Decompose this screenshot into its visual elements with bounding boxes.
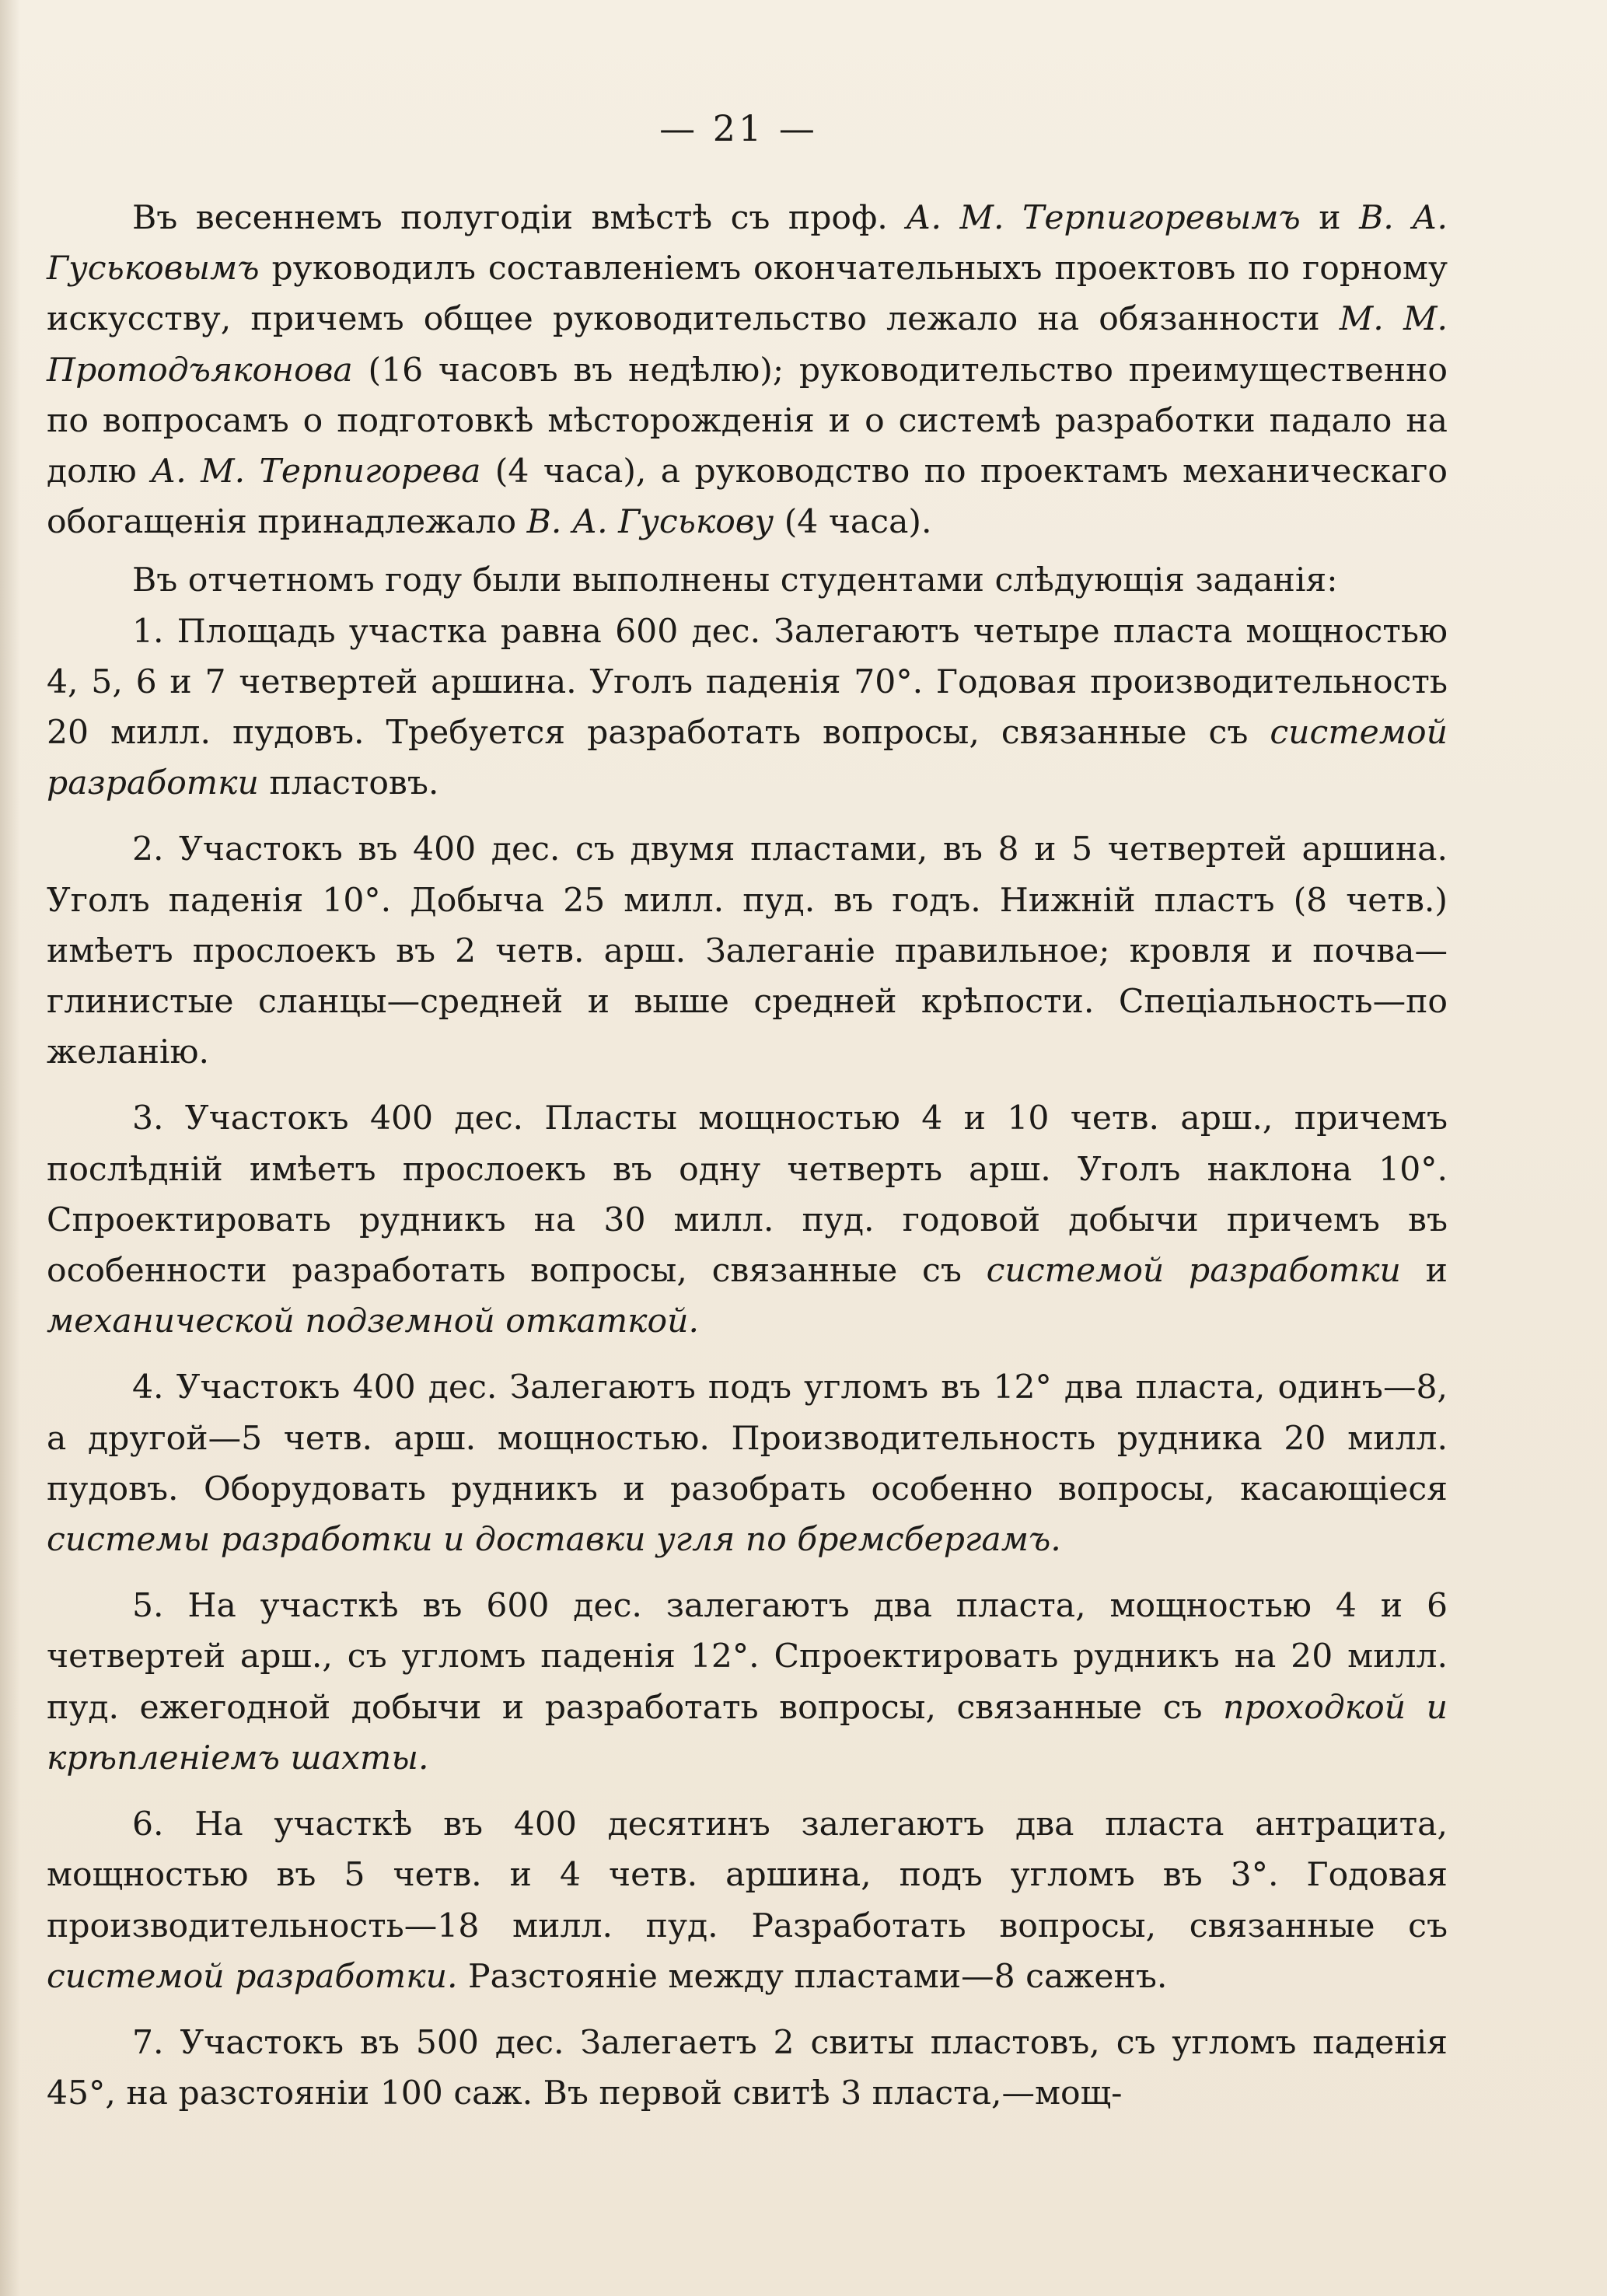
text-run: и — [1300, 199, 1360, 237]
paragraph-supervision — [47, 193, 1448, 547]
italic-text-run: механической подземной откаткой. — [47, 1302, 699, 1341]
text-run: 7. Участокъ въ 500 дес. Залегаетъ 2 свиты пластовъ, съ угломъ паденія 45°, на разстояніи 100 саж. Въ первой свитѣ 3 пласта,—мощ- — [47, 2023, 1448, 2113]
assignment-item-3 — [47, 1093, 1448, 1347]
paragraph-assignments-intro — [47, 555, 1448, 606]
text-run: пластовъ. — [258, 764, 439, 803]
italic-text-run: системой разработки. — [47, 1957, 458, 1996]
italic-text-run: системой разработки — [47, 714, 1448, 803]
text-run: (4 часа). — [774, 503, 932, 542]
assignment-item-1 — [47, 606, 1448, 809]
assignment-item-7 — [47, 2018, 1448, 2119]
italic-text-run: проходкой и крѣпленіемъ шахты. — [47, 1688, 1448, 1777]
assignment-item-6 — [47, 1799, 1448, 2002]
assignment-item-5 — [47, 1581, 1448, 1784]
text-run: 1. Площадь участка равна 600 дес. Залегаютъ четыре пласта мощностью 4, 5, 6 и 7 четвертей аршина. Уголъ паденія 70°. Годовая производительность 20 милл. пудовъ. Требуется разработать вопросы, связанные съ — [47, 612, 1448, 753]
assignment-item-2 — [47, 824, 1448, 1078]
body-text — [47, 193, 1448, 2119]
text-run: Въ весеннемъ полугодіи вмѣстѣ съ проф. — [132, 199, 907, 237]
italic-text-run: А. М. Терпигорева — [151, 453, 481, 491]
assignment-item-4 — [47, 1362, 1448, 1565]
text-run: 5. На участкѣ въ 600 дес. залегаютъ два пласта, мощностью 4 и 6 четвертей арш., съ угломъ паденія 12°. Спроектировать рудникъ на 20 милл. пуд. ежегодной добычи и разработать вопросы, связанные съ — [47, 1587, 1448, 1727]
text-run: 6. На участкѣ въ 400 десятинъ залегаютъ два пласта антрацита, мощностью въ 5 четв. и 4 четв. аршина, подъ угломъ въ 3°. Годовая производительность—18 милл. пуд. Разработать вопросы, связанные съ — [47, 1805, 1448, 1945]
text-run: 4. Участокъ 400 дес. Залегаютъ подъ угломъ въ 12° два пласта, одинъ—8, а другой—5 четв. арш. мощностью. Производительность рудника 20 милл. пудовъ. Оборудовать рудникъ и разобрать особенно вопросы, касающіеся — [47, 1368, 1448, 1508]
italic-text-run: В. А. Гуськовымъ — [47, 199, 1448, 288]
italic-text-run: М. М. Протодъяконова — [47, 300, 1448, 390]
text-run: 3. Участокъ 400 дес. Пласты мощностью 4 и 10 четв. арш., причемъ послѣдній имѣетъ прослоекъ въ одну четверть арш. Уголъ наклона 10°. Спроектировать рудникъ на 30 милл. пуд. годовой добычи причемъ въ особенности разработать вопросы, связанные съ — [47, 1099, 1448, 1291]
text-run: (16 часовъ въ недѣлю); руководительство преимущественно по вопросамъ о подготовкѣ мѣсторожденія и о системѣ разработки падало на долю — [47, 351, 1448, 491]
text-run: Разстояніе между пластами—8 саженъ. — [457, 1957, 1168, 1996]
text-run: и — [1400, 1252, 1448, 1291]
italic-text-run: В. А. Гуськову — [526, 503, 774, 542]
italic-text-run: системы разработки и доставки угля по бремсбергамъ. — [47, 1521, 1061, 1560]
page-number: — 21 — — [659, 107, 818, 149]
text-run: руководилъ составленіемъ окончательныхъ проектовъ по горному искусству, причемъ общее руководительство лежало на обязанности — [47, 250, 1448, 339]
text-run: Въ отчетномъ году были выполнены студентами слѣдующія заданія: — [132, 561, 1338, 600]
text-run: 2. Участокъ въ 400 дес. съ двумя пластами, въ 8 и 5 четвертей аршина. Уголъ паденія 10°. Добыча 25 милл. пуд. въ годъ. Нижній пластъ (8 четв.) имѣетъ прослоекъ въ 2 четв. арш. Залеганіе правильное; кровля и почва—глинистые сланцы—средней и выше средней крѣпости. Спеціальность—по желанію. — [47, 830, 1448, 1072]
text-run: (4 часа), а руководство по проектамъ механическаго обогащенія принадлежало — [47, 453, 1448, 542]
italic-text-run: системой разработки — [986, 1252, 1401, 1291]
italic-text-run: А. М. Терпигоревымъ — [906, 199, 1301, 237]
